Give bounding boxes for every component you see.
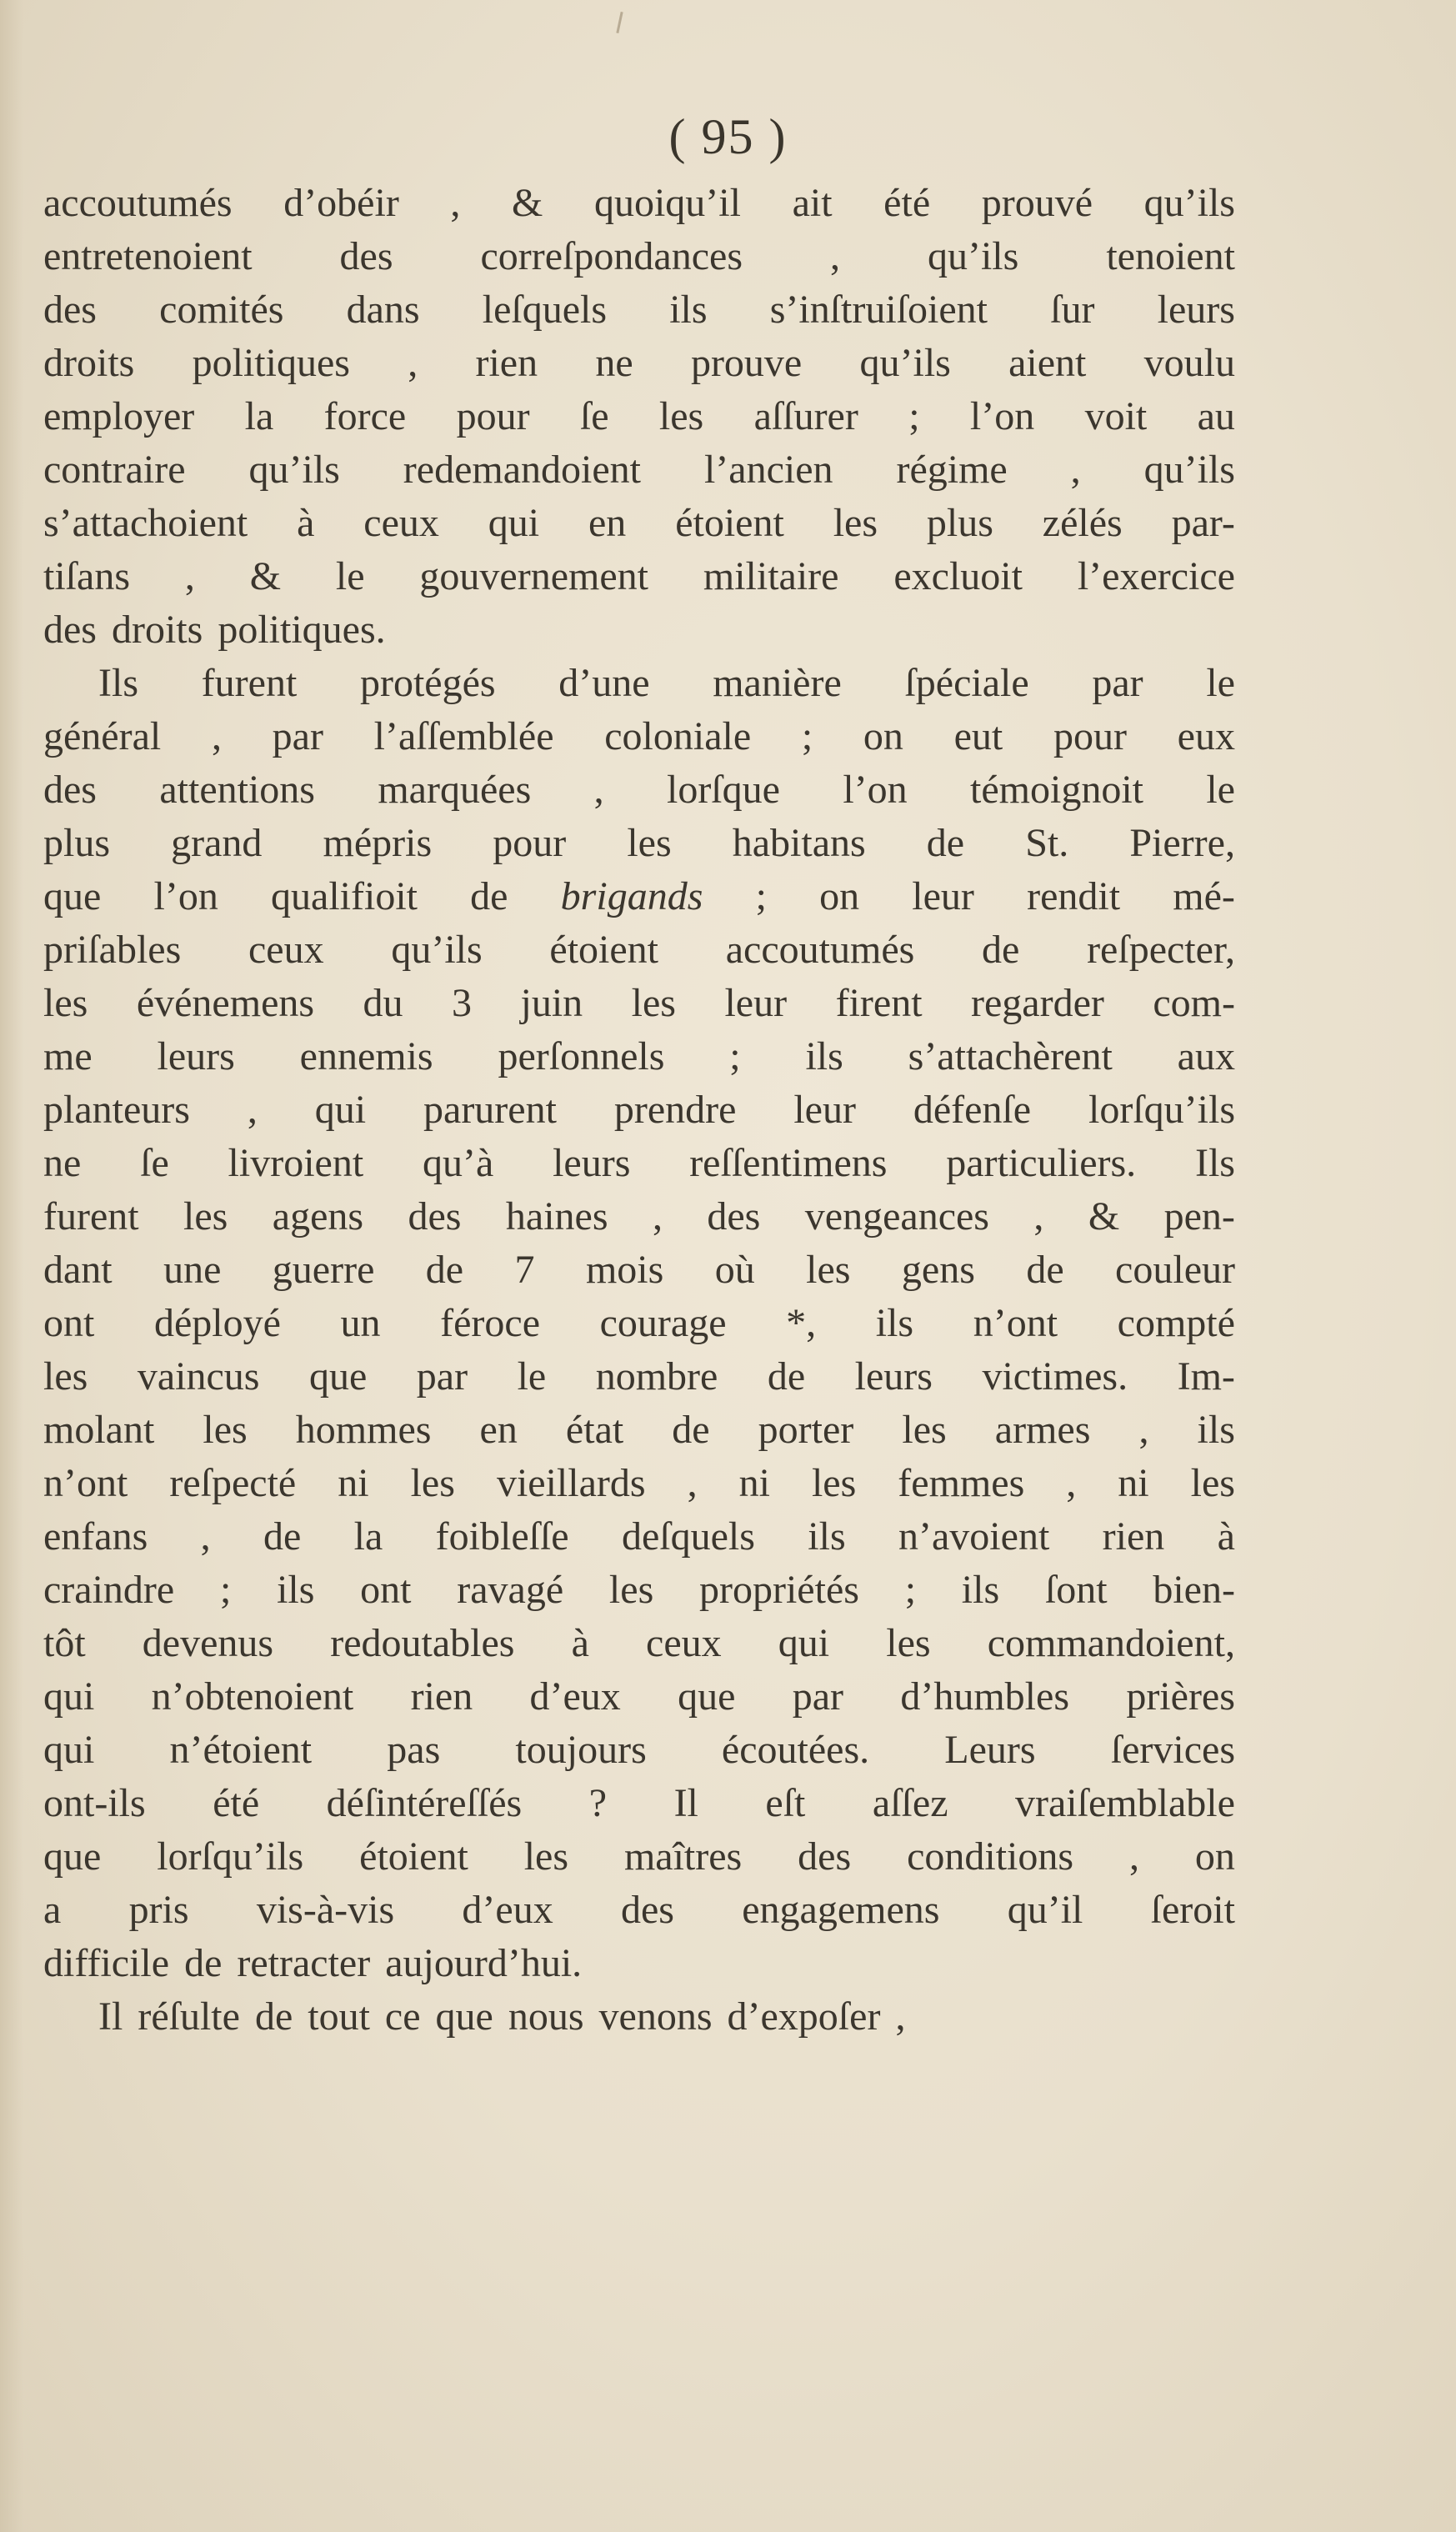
text-line: tôt devenus redoutables à ceux qui les commandoient, bbox=[43, 1621, 1235, 1665]
text-line: accoutumés d’obéir , & quoiqu’il ait été prouvé qu’ils bbox=[43, 181, 1235, 225]
text-line: dant une guerre de 7 mois où les gens de couleur bbox=[43, 1248, 1235, 1292]
text-line: des droits politiques. bbox=[43, 608, 386, 652]
text-line: contraire qu’ils redemandoient l’ancien régime , qu’ils bbox=[43, 448, 1235, 492]
text-line: entretenoient des correſpondances , qu’ils tenoient bbox=[43, 234, 1235, 278]
text-line: que lorſqu’ils étoient les maîtres des conditions , on bbox=[43, 1834, 1235, 1879]
text-line: Il réſulte de tout ce que nous venons d’expoſer , bbox=[98, 1994, 906, 2039]
text-line: ne ſe livroient qu’à leurs reſſentimens particuliers. Ils bbox=[43, 1141, 1235, 1185]
text-line: enfans , de la foibleſſe deſquels ils n’avoient rien à bbox=[43, 1514, 1235, 1559]
page-number: ( 95 ) bbox=[668, 109, 788, 164]
text-line: craindre ; ils ont ravagé les propriétés ; ils ſont bien- bbox=[43, 1568, 1235, 1612]
text-line: plus grand mépris pour les habitans de St. Pierre, bbox=[43, 821, 1235, 865]
text-line: ont-ils été déſintéreſſés ? Il eſt aſſez vraiſemblable bbox=[43, 1781, 1235, 1825]
text-line: s’attachoient à ceux qui en étoient les plus zélés par- bbox=[43, 501, 1235, 545]
text-line: droits politiques , rien ne prouve qu’ils aient voulu bbox=[43, 341, 1235, 385]
text-line: molant les hommes en état de porter les armes , ils bbox=[43, 1408, 1235, 1452]
text-line: planteurs , qui parurent prendre leur défenſe lorſqu’ils bbox=[43, 1088, 1235, 1132]
text-line: les événemens du 3 juin les leur firent regarder com- bbox=[43, 981, 1235, 1025]
text-line: des comités dans leſquels ils s’inſtruiſoient ſur leurs bbox=[43, 288, 1235, 332]
text-line: priſables ceux qu’ils étoient accoutumés de reſpecter, bbox=[43, 928, 1235, 972]
text-line: que l’on qualifioit de brigands ; on leur rendit mé- bbox=[43, 874, 1235, 918]
page-edge-shadow bbox=[0, 0, 23, 2532]
text-line: les vaincus que par le nombre de leurs victimes. Im- bbox=[43, 1354, 1235, 1399]
text-line: des attentions marquées , lorſque l’on témoignoit le bbox=[43, 768, 1235, 812]
text-line: n’ont reſpecté ni les vieillards , ni les femmes , ni les bbox=[43, 1461, 1235, 1505]
text-line: qui n’obtenoient rien d’eux que par d’humbles prières bbox=[43, 1674, 1235, 1719]
text-line: a pris vis-à-vis d’eux des engagemens qu’il ſeroit bbox=[43, 1888, 1235, 1932]
text-line: employer la force pour ſe les aſſurer ; l’on voit au bbox=[43, 394, 1235, 438]
body-text bbox=[43, 177, 1235, 2044]
text-line: qui n’étoient pas toujours écoutées. Leurs ſervices bbox=[43, 1728, 1235, 1772]
stray-ink-mark bbox=[616, 12, 623, 33]
text-line: Ils furent protégés d’une manière ſpéciale par le bbox=[98, 661, 1235, 705]
text-line: furent les agens des haines , des vengeances , & pen- bbox=[43, 1194, 1235, 1238]
text-line: me leurs ennemis perſonnels ; ils s’attachèrent aux bbox=[43, 1034, 1235, 1078]
text-line: ont déployé un féroce courage *, ils n’ont compté bbox=[43, 1301, 1235, 1345]
text-line: général , par l’aſſemblée coloniale ; on eut pour eux bbox=[43, 714, 1235, 758]
text-line: tiſans , & le gouvernement militaire excluoit l’exercice bbox=[43, 554, 1235, 598]
text-line: difficile de retracter aujourd’hui. bbox=[43, 1941, 583, 1985]
